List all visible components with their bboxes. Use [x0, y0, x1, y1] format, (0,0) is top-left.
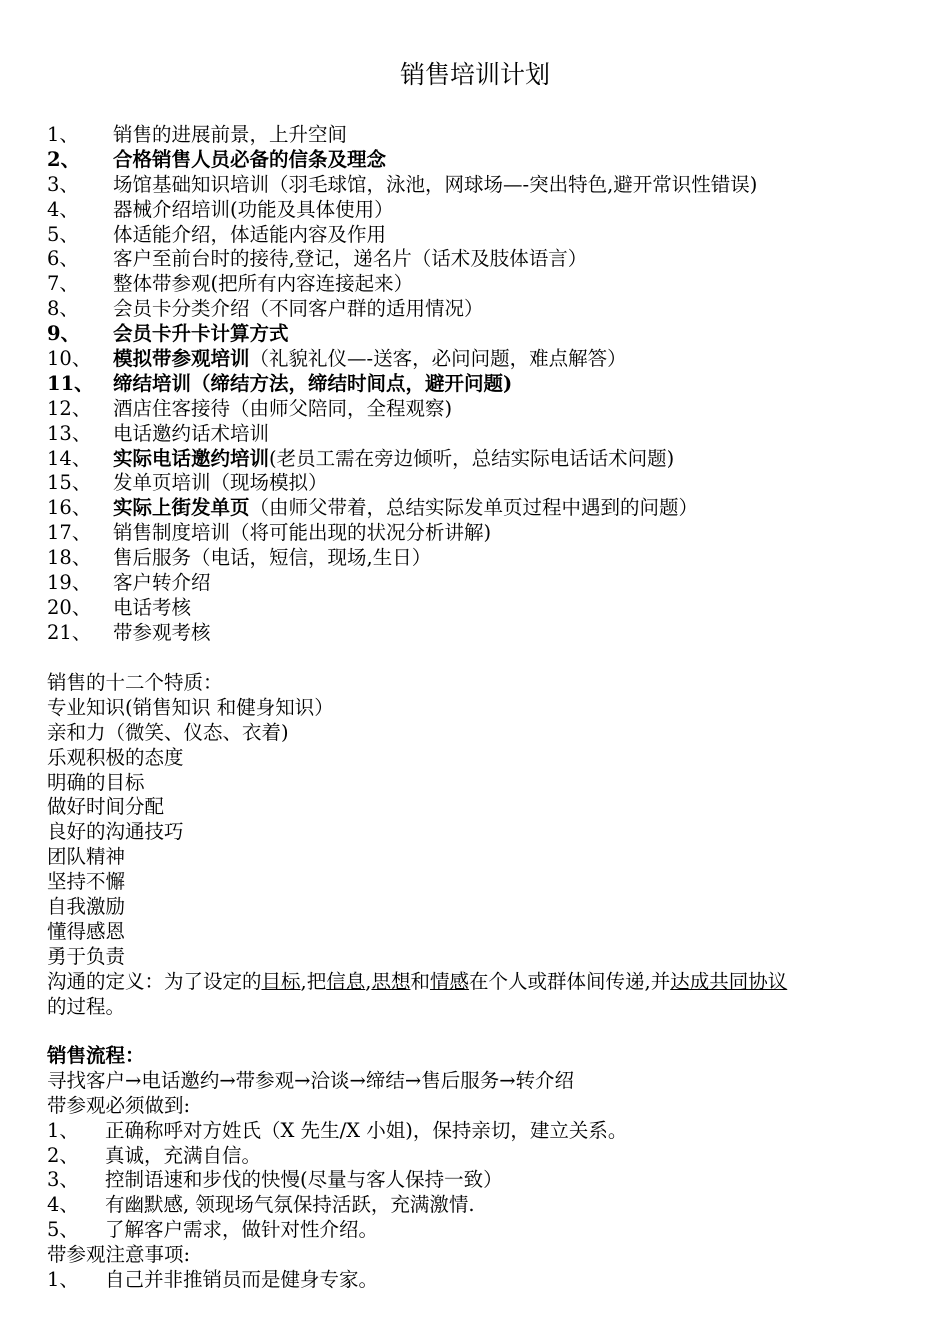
- item-text: 销售的进展前景，上升空间: [113, 123, 348, 146]
- item-text: 场馆基础知识培训（羽毛球馆，泳池，网球场—-突出特色,避开常识性错误): [113, 172, 758, 196]
- item-number: 3、: [47, 1168, 79, 1192]
- tour-notes-heading: 带参观注意事项:: [47, 1243, 191, 1267]
- list-item: [47, 521, 917, 546]
- item-number: 3、: [47, 172, 79, 196]
- list-item: [47, 471, 917, 496]
- trait-item: 团队精神: [47, 845, 126, 869]
- definition-text: ,: [365, 969, 372, 993]
- item-text: 实际电话邀约培训: [113, 446, 270, 470]
- list-item: [47, 447, 917, 472]
- item-text: 了解客户需求，做针对性介绍。: [105, 1218, 379, 1242]
- trait-item: 勇于负责: [47, 944, 126, 968]
- sales-traits-section: [47, 671, 917, 1019]
- list-item: [47, 1144, 917, 1169]
- list-item: [47, 546, 917, 571]
- item-text: 发单页培训（现场模拟）: [113, 471, 328, 495]
- item-number: 18、: [47, 546, 92, 570]
- list-item: [47, 571, 917, 596]
- item-text: 客户转介绍: [113, 571, 211, 595]
- definition-text: 在个人或群体间传递,并: [469, 969, 671, 993]
- definition-keyword: 信息: [326, 969, 366, 993]
- list-item: [47, 148, 917, 173]
- list-item: [47, 1119, 917, 1144]
- list-item: [47, 621, 917, 646]
- item-number: 15、: [47, 471, 92, 495]
- list-item: [47, 347, 917, 372]
- process-heading: 销售流程：: [47, 1044, 145, 1067]
- definition-text: ,把: [300, 969, 327, 993]
- item-number: 4、: [47, 1193, 79, 1217]
- item-number: 16、: [47, 496, 92, 520]
- item-number: 11、: [47, 371, 94, 395]
- list-item: [47, 223, 917, 248]
- list-item: [47, 272, 917, 297]
- item-number: 2、: [47, 1143, 79, 1167]
- trait-item: 做好时间分配: [47, 795, 165, 819]
- item-text: 正确称呼对方姓氏（X 先生/X 小姐)，保持亲切，建立关系。: [105, 1118, 628, 1142]
- list-item: [47, 1268, 917, 1293]
- communication-definition-end: 的过程。: [47, 994, 126, 1018]
- definition-keyword: 情感: [429, 969, 469, 993]
- item-number: 10、: [47, 347, 92, 371]
- definition-text: 和: [410, 969, 430, 993]
- document-title: 销售培训计划: [399, 60, 550, 89]
- training-plan-list: [47, 123, 917, 646]
- list-item: [47, 322, 917, 347]
- item-number: 12、: [47, 396, 92, 420]
- item-text: 体适能介绍，体适能内容及作用: [113, 222, 387, 246]
- item-text: 有幽默感, 领现场气氛保持活跃，充满激情.: [105, 1193, 475, 1217]
- item-number: 21、: [47, 620, 92, 644]
- trait-item: 懂得感恩: [47, 919, 126, 943]
- item-text: 模拟带参观培训: [113, 347, 250, 371]
- item-text: （由师父带着，总结实际发单页过程中遇到的问题）: [249, 496, 699, 520]
- definition-keyword: 达成共同协议: [670, 969, 788, 993]
- list-item: [47, 422, 917, 447]
- item-text: 售后服务（电话，短信，现场,生日）: [113, 546, 432, 570]
- item-number: 6、: [47, 247, 79, 271]
- trait-item: 坚持不懈: [47, 870, 126, 894]
- communication-definition: [47, 970, 917, 995]
- list-item: [47, 397, 917, 422]
- item-text: 器械介绍培训(功能及具体使用）: [113, 197, 394, 221]
- item-text: 客户至前台时的接待,登记，递名片（话术及肢体语言）: [113, 247, 588, 271]
- item-number: 5、: [47, 1218, 79, 1242]
- definition-keyword: 目标: [261, 969, 301, 993]
- item-number: 1、: [47, 123, 79, 146]
- item-number: 1、: [47, 1268, 79, 1292]
- item-number: 14、: [47, 446, 92, 470]
- list-item: [47, 1168, 917, 1193]
- item-number: 4、: [47, 197, 79, 221]
- item-number: 17、: [47, 521, 92, 545]
- item-number: 8、: [47, 297, 79, 321]
- item-text: 自己并非推销员而是健身专家。: [105, 1268, 379, 1292]
- list-item: [47, 1218, 917, 1243]
- list-item: [47, 496, 917, 521]
- item-number: 19、: [47, 571, 92, 595]
- traits-heading: 销售的十二个特质：: [47, 671, 223, 694]
- tour-notes-list: [47, 1268, 917, 1293]
- item-number: 20、: [47, 595, 92, 619]
- list-item: [47, 198, 917, 223]
- item-number: 7、: [47, 272, 79, 296]
- list-item: [47, 247, 917, 272]
- list-item: [47, 297, 917, 322]
- tour-must-heading: 带参观必须做到:: [47, 1093, 191, 1117]
- item-number: 13、: [47, 421, 92, 445]
- item-text: 会员卡升卡计算方式: [113, 322, 289, 346]
- item-text: 实际上街发单页: [113, 496, 250, 520]
- trait-item: 明确的目标: [47, 770, 145, 794]
- trait-item: 乐观积极的态度: [47, 745, 184, 769]
- item-text: 缔结培训（缔结方法，缔结时间点，避开问题): [113, 371, 513, 395]
- process-flow: 寻找客户→电话邀约→带参观→洽谈→缔结→售后服务→转介绍: [47, 1068, 575, 1092]
- item-text: 会员卡分类介绍（不同客户群的适用情况）: [113, 297, 484, 321]
- trait-item: 专业知识(销售知识 和健身知识）: [47, 695, 334, 719]
- definition-text: 沟通的定义：为了设定的: [47, 969, 262, 993]
- item-text: 整体带参观(把所有内容连接起来）: [113, 272, 414, 296]
- list-item: [47, 123, 917, 148]
- list-item: [47, 596, 917, 621]
- definition-keyword: 思想: [371, 969, 411, 993]
- tour-must-list: [47, 1119, 917, 1243]
- list-item: [47, 1193, 917, 1218]
- list-item: [47, 372, 917, 397]
- item-text: 酒店住客接待（由师父陪同，全程观察): [113, 396, 453, 420]
- item-text: 真诚，充满自信。: [105, 1143, 262, 1167]
- trait-item: 亲和力（微笑、仪态、衣着): [47, 720, 289, 744]
- trait-item: 自我激励: [47, 895, 126, 919]
- list-item: [47, 173, 917, 198]
- trait-item: 良好的沟通技巧: [47, 820, 184, 844]
- item-text: （礼貌礼仪—-送客，必问问题，难点解答）: [249, 347, 627, 371]
- item-number: 1、: [47, 1118, 79, 1142]
- item-text: 合格销售人员必备的信条及理念: [113, 147, 387, 171]
- item-text: (老员工需在旁边倾听，总结实际电话话术问题): [269, 446, 675, 470]
- item-number: 2、: [47, 147, 81, 171]
- item-text: 销售制度培训（将可能出现的状况分析讲解): [113, 521, 492, 545]
- item-text: 控制语速和步伐的快慢(尽量与客人保持一致）: [105, 1168, 503, 1192]
- item-text: 电话邀约话术培训: [113, 421, 270, 445]
- item-text: 带参观考核: [113, 620, 211, 644]
- sales-process-section: [47, 1044, 917, 1293]
- item-number: 9、: [47, 322, 81, 346]
- item-number: 5、: [47, 222, 79, 246]
- traits-list: [47, 696, 917, 970]
- item-text: 电话考核: [113, 595, 192, 619]
